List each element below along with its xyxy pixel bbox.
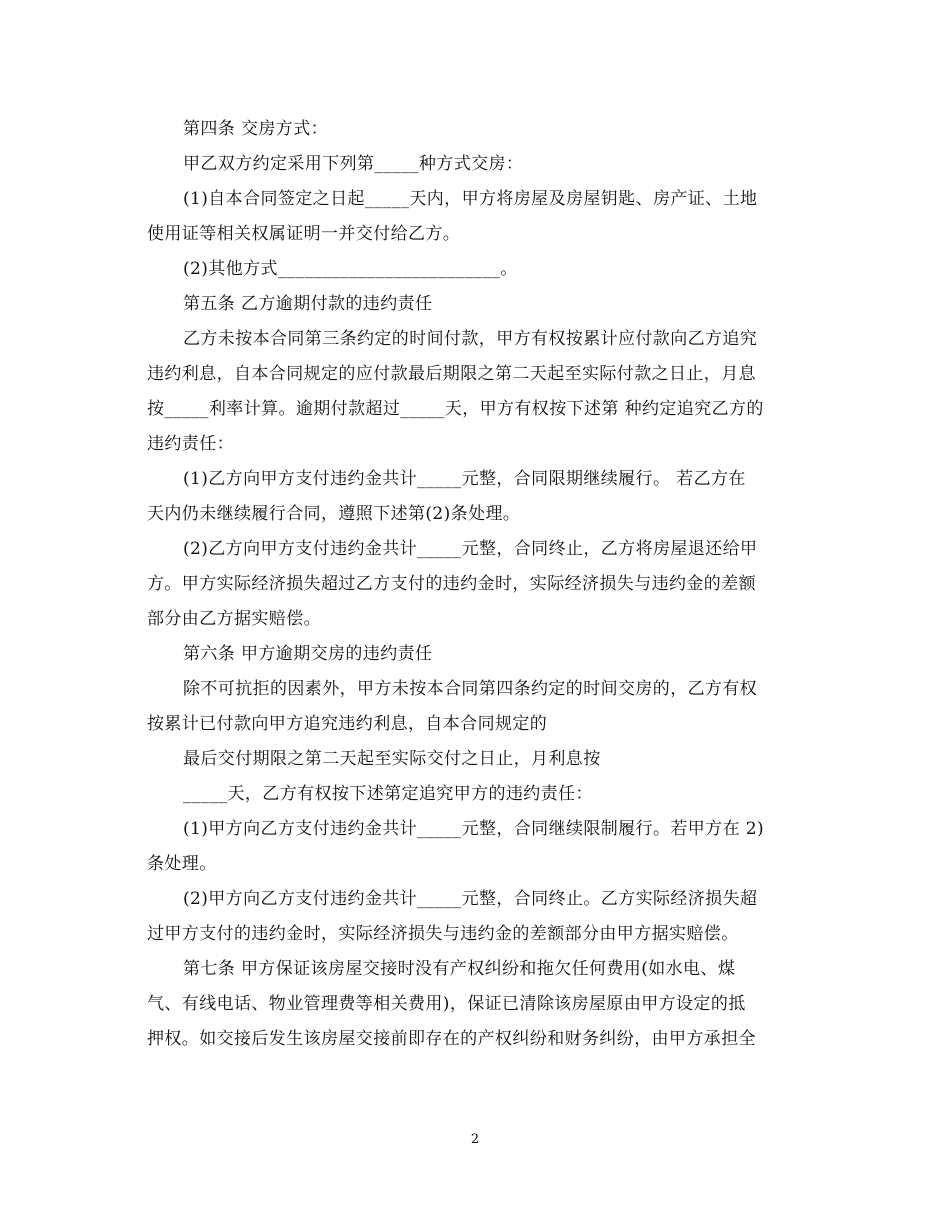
text-line: 条处理。	[147, 854, 217, 874]
text-line: 第七条 甲方保证该房屋交接时没有产权纠纷和拖欠任何费用(如水电、煤	[183, 959, 736, 979]
page-number: 2	[470, 1132, 480, 1147]
text-line: 甲乙双方约定采用下列第_____种方式交房：	[183, 154, 524, 174]
text-line: 押权。如交接后发生该房屋交接前即存在的产权纠纷和财务纠纷，由甲方承担全	[147, 1029, 756, 1049]
text-line: (2)其他方式_________________________。	[183, 259, 518, 279]
text-line: 气、有线电话、物业管理费等相关费用)，保证已清除该房屋原由甲方设定的抵	[147, 994, 746, 1014]
text-line: 违约利息，自本合同规定的应付款最后期限之第二天起至实际付款之日止，月息	[147, 364, 756, 384]
text-line: 第六条 甲方逾期交房的违约责任	[183, 644, 433, 664]
text-line: 第五条 乙方逾期付款的违约责任	[183, 294, 433, 314]
text-line: 部分由乙方据实赔偿。	[147, 609, 321, 629]
text-line: (1)乙方向甲方支付违约金共计_____元整，合同限期继续履行。 若乙方在	[183, 469, 746, 489]
text-line: 最后交付期限之第二天起至实际交付之日止，月利息按	[183, 749, 601, 769]
text-line: 按累计已付款向甲方追究违约利息，自本合同规定的	[147, 714, 548, 734]
text-line: 乙方未按本合同第三条约定的时间付款，甲方有权按累计应付款向乙方追究	[183, 329, 758, 349]
text-line: _____天，乙方有权按下述第定追究甲方的违约责任：	[183, 784, 593, 804]
text-line: 除不可抗拒的因素外，甲方未按本合同第四条约定的时间交房的，乙方有权	[183, 679, 758, 699]
text-line: 天内仍未继续履行合同，遵照下述第(2)条处理。	[147, 504, 521, 524]
contract-body	[147, 112, 807, 1057]
text-line: 第四条 交房方式：	[183, 119, 329, 139]
text-line: (2)甲方向乙方支付违约金共计_____元整，合同终止。乙方实际经济损失超	[183, 889, 758, 909]
text-line: 使用证等相关权属证明一并交付给乙方。	[147, 224, 461, 244]
text-line: (1)甲方向乙方支付违约金共计_____元整，合同继续限制履行。若甲方在 2)	[183, 819, 765, 839]
text-line: 方。甲方实际经济损失超过乙方支付的违约金时，实际经济损失与违约金的差额	[147, 574, 756, 594]
text-line: (1)自本合同签定之日起_____天内，甲方将房屋及房屋钥匙、房产证、土地	[183, 189, 758, 209]
text-line: 违约责任：	[147, 434, 234, 454]
text-line: (2)乙方向甲方支付违约金共计_____元整，合同终止，乙方将房屋退还给甲	[183, 539, 758, 559]
text-line: 按_____利率计算。逾期付款超过_____天，甲方有权按下述第 种约定追究乙方的	[147, 399, 764, 419]
text-line: 过甲方支付的违约金时，实际经济损失与违约金的差额部分由甲方据实赔偿。	[147, 924, 739, 944]
